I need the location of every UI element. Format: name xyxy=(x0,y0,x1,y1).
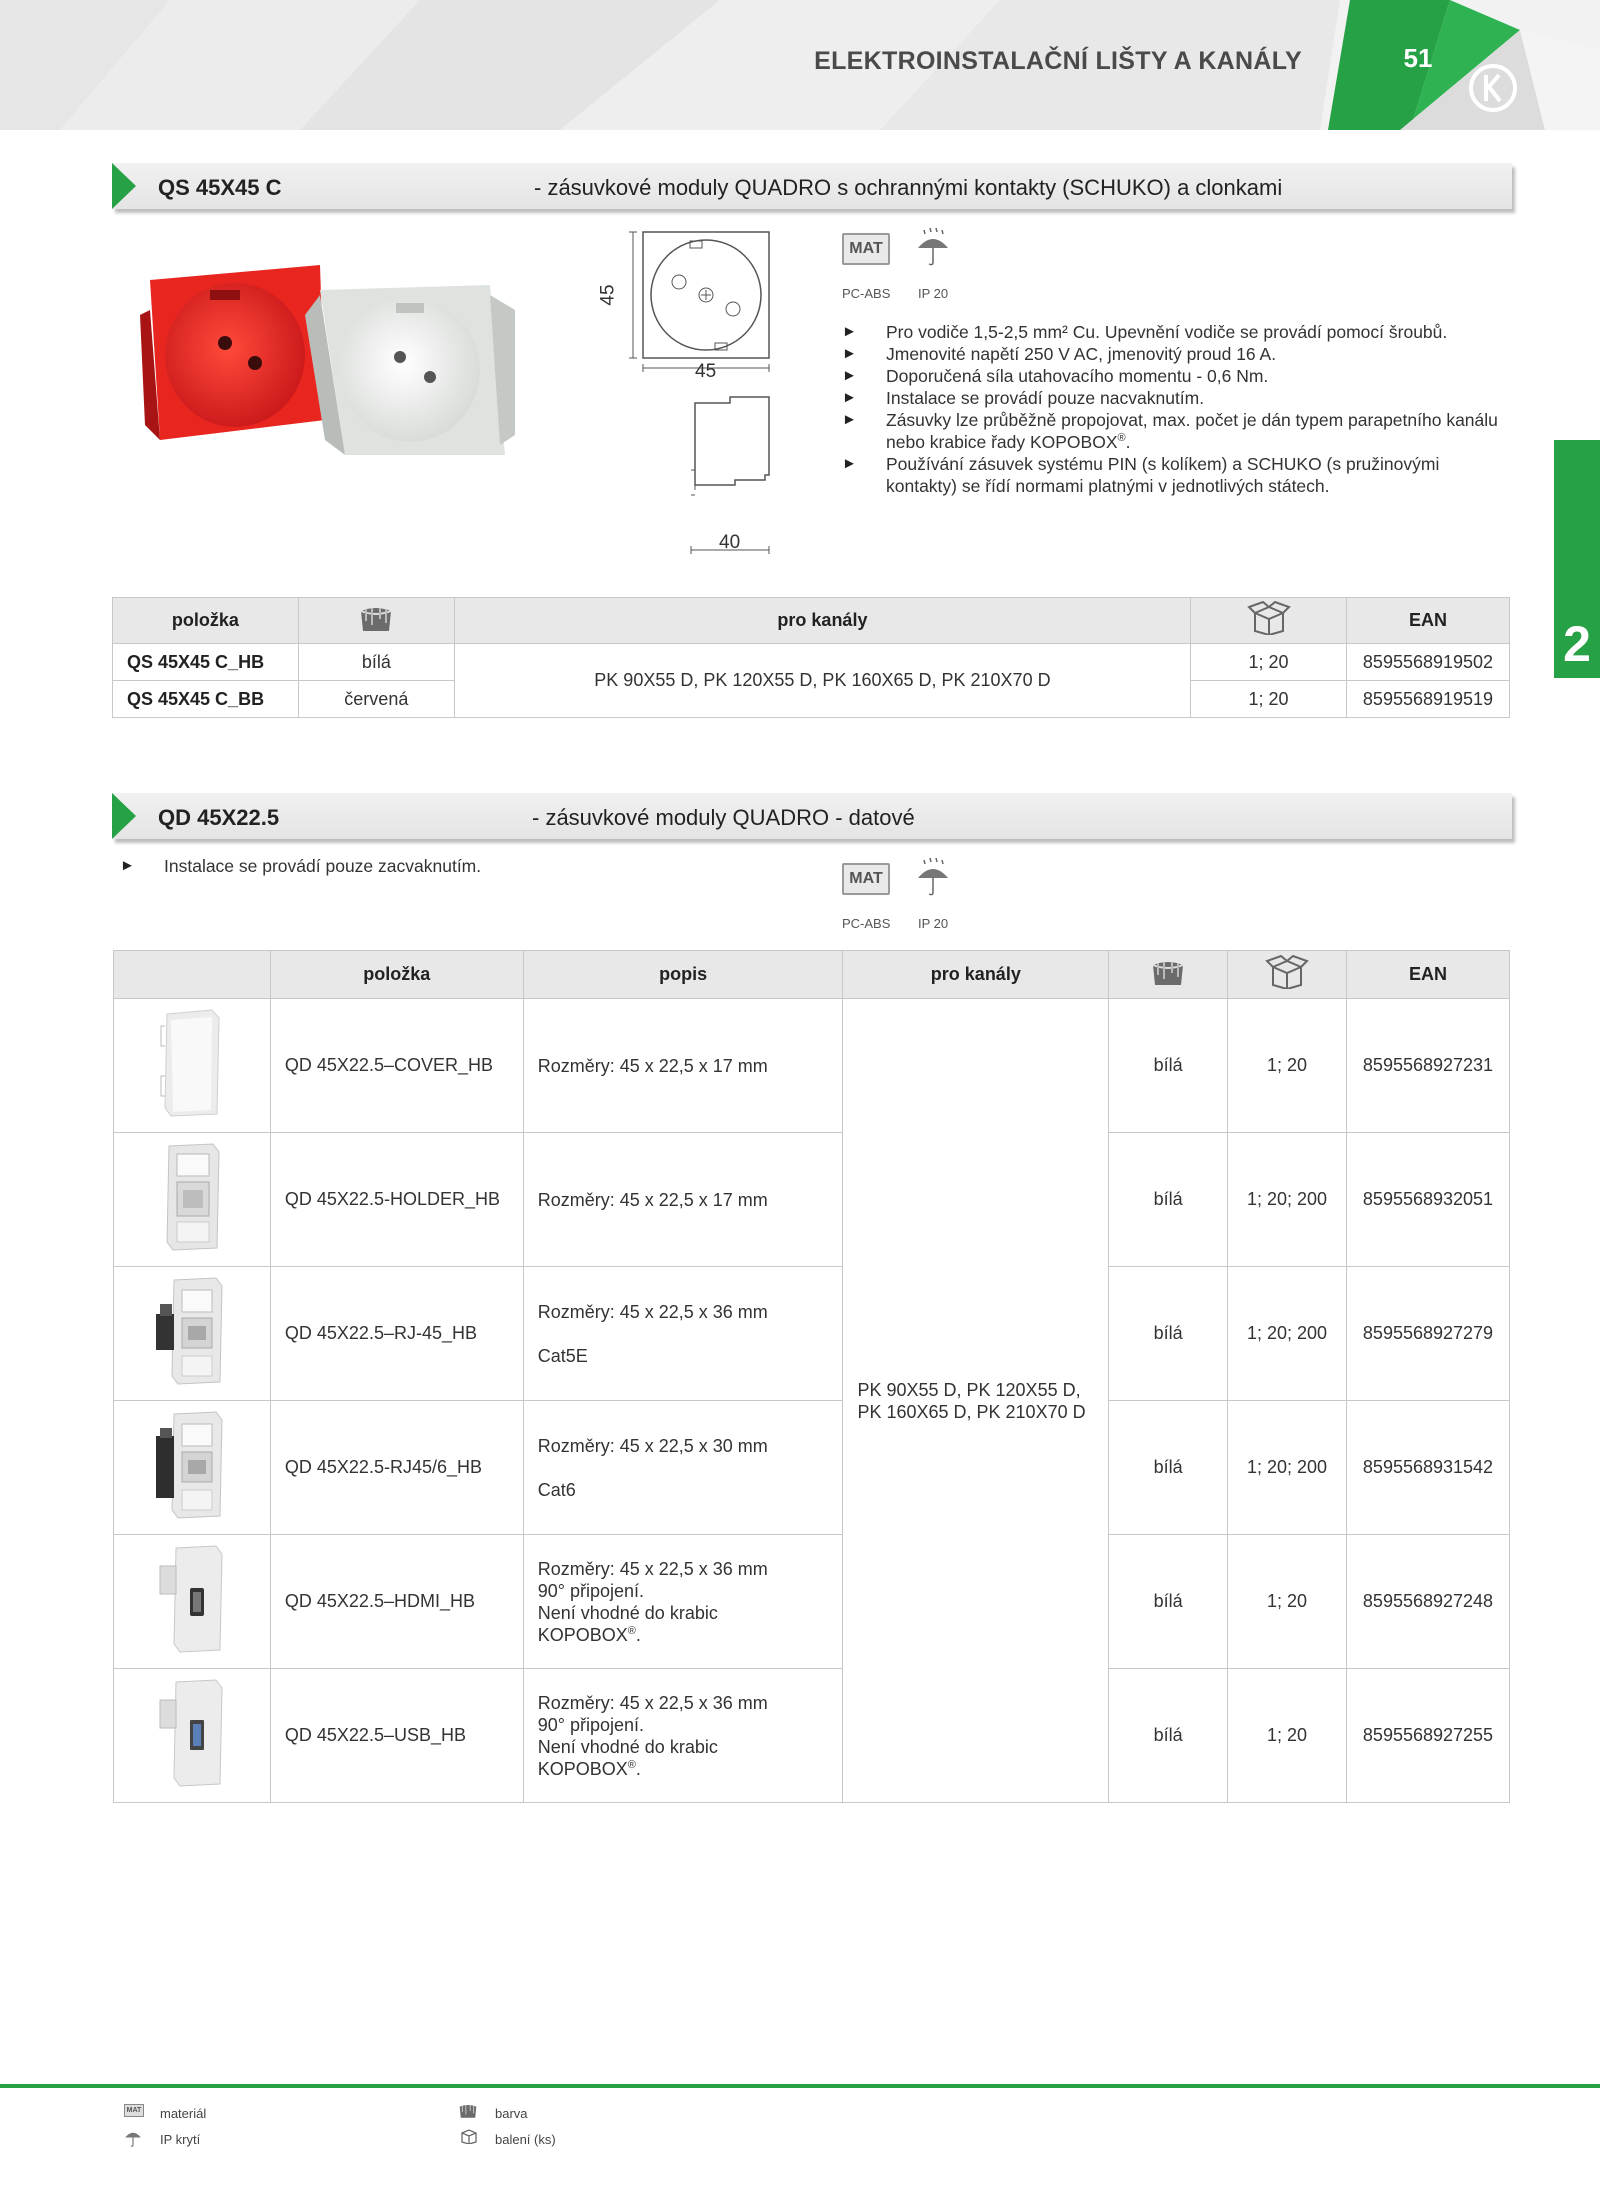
col-header-pack xyxy=(1191,598,1347,644)
desc-end: . xyxy=(635,1624,641,1645)
legend-label: materiál xyxy=(160,2106,207,2121)
cover-module-icon xyxy=(157,1006,227,1121)
rj45-module-icon xyxy=(152,1274,232,1389)
trademark: ® xyxy=(1117,432,1126,445)
col-header-pack xyxy=(1228,951,1347,999)
item-desc: Rozměry: 45 x 22,5 x 17 mm xyxy=(523,999,843,1133)
legend-package-icon xyxy=(458,2127,480,2144)
bullet-item: ► Instalace se provádí pouze nacvaknutím. xyxy=(842,387,1502,409)
item-code: QD 45X22.5–USB_HB xyxy=(270,1669,523,1803)
item-pack: 1; 20 xyxy=(1228,1669,1347,1803)
item-ean: 8595568927231 xyxy=(1347,999,1510,1133)
color-icon xyxy=(358,603,394,633)
holder-module-icon xyxy=(157,1140,227,1255)
chapter-number: 2 xyxy=(1563,616,1591,672)
product-image xyxy=(114,1669,271,1803)
header-title: ELEKTROINSTALAČNÍ LIŠTY A KANÁLY xyxy=(814,47,1302,75)
table-row xyxy=(113,644,1510,681)
col-header-ean: EAN xyxy=(1347,951,1510,999)
item-color: bílá xyxy=(1109,1267,1228,1401)
schuko-socket-photo xyxy=(130,255,530,465)
section2-title-bar xyxy=(112,793,1512,843)
bullet-item: ► Jmenovité napětí 250 V AC, jmenovitý proud 16 A. xyxy=(842,343,1502,365)
item-pack: 1; 20 xyxy=(1191,644,1347,681)
item-code: QD 45X22.5–HDMI_HB xyxy=(270,1535,523,1669)
item-color: bílá xyxy=(1109,999,1228,1133)
table-row xyxy=(114,1669,1510,1803)
item-desc: Rozměry: 45 x 22,5 x 17 mm xyxy=(523,1133,843,1267)
package-icon xyxy=(1247,601,1291,635)
item-pack: 1; 20 xyxy=(1228,1535,1347,1669)
section-arrow-icon xyxy=(112,793,136,839)
dimension-drawing xyxy=(595,225,795,560)
item-pack: 1; 20; 200 xyxy=(1228,1133,1347,1267)
col-header-image xyxy=(114,951,271,999)
package-icon xyxy=(1265,955,1309,989)
trademark: ® xyxy=(627,1624,636,1637)
product-image xyxy=(114,1401,271,1535)
bullet-end: . xyxy=(1125,432,1131,452)
item-color: bílá xyxy=(1109,1535,1228,1669)
dim-depth-label: 40 xyxy=(719,532,741,553)
mat-value: PC-ABS xyxy=(842,286,891,301)
item-pack: 1; 20 xyxy=(1228,999,1347,1133)
legend-label: barva xyxy=(495,2106,528,2121)
item-code: QD 45X22.5-HOLDER_HB xyxy=(270,1133,523,1267)
page-number: 51 xyxy=(1403,43,1433,73)
legend-ip-icon xyxy=(124,2126,142,2148)
item-desc-text: Rozměry: 45 x 22,5 x 36 mm 90° připojení. Není vhodné do krabic KOPOBOX xyxy=(537,1692,768,1779)
item-color: bílá xyxy=(1109,1133,1228,1267)
item-desc xyxy=(523,1535,843,1669)
hdmi-module-icon xyxy=(152,1542,232,1657)
section2-bullet-list xyxy=(120,855,820,877)
product-image xyxy=(114,1535,271,1669)
item-ean: 8595568932051 xyxy=(1347,1133,1510,1267)
item-ean: 8595568931542 xyxy=(1347,1401,1510,1535)
item-code: QD 45X22.5–RJ-45_HB xyxy=(270,1267,523,1401)
legend-mat-icon: MAT xyxy=(124,2104,144,2117)
col-header-channels: pro kanály xyxy=(454,598,1190,644)
item-channels: PK 90X55 D, PK 120X55 D, PK 160X65 D, PK 210X70 D xyxy=(454,644,1190,718)
col-header-channels: pro kanály xyxy=(843,951,1109,999)
col-header-color xyxy=(298,598,454,644)
ip-rating-icon xyxy=(916,226,950,268)
bullet-item: ► Doporučená síla utahovacího momentu - 0,6 Nm. xyxy=(842,365,1502,387)
item-color: bílá xyxy=(1109,1669,1228,1803)
bullet-text: Zásuvky lze průběžně propojovat, max. počet je dán typem parapetního kanálu nebo krabice řady KOPOBOX xyxy=(886,410,1498,452)
col-header-desc: popis xyxy=(523,951,843,999)
section2-code: QD 45X22.5 xyxy=(158,805,280,830)
kopos-logo-icon xyxy=(1467,62,1519,114)
section1-bullet-list xyxy=(842,321,1502,497)
table-row xyxy=(114,1133,1510,1267)
item-code: QS 45X45 C_BB xyxy=(113,681,299,718)
col-header-item: položka xyxy=(270,951,523,999)
bullet-item: ► Používání zásuvek systému PIN (s kolíkem) a SCHUKO (s pružinovými kontakty) se řídí normami platnými v jednotlivých státech. xyxy=(842,453,1502,497)
item-channels: PK 90X55 D, PK 120X55 D, PK 160X65 D, PK 210X70 D xyxy=(843,999,1109,1803)
item-ean: 8595568927248 xyxy=(1347,1535,1510,1669)
item-desc xyxy=(523,1669,843,1803)
table-row xyxy=(114,1401,1510,1535)
section1-code: QS 45X45 C xyxy=(158,175,282,200)
item-desc: Rozměry: 45 x 22,5 x 36 mm Cat5E xyxy=(523,1267,843,1401)
trademark: ® xyxy=(627,1758,636,1771)
bullet-item xyxy=(842,409,1502,453)
section1-title-bar xyxy=(112,163,1512,213)
ip-value: IP 20 xyxy=(918,286,949,301)
rj45-cat6-module-icon xyxy=(152,1408,232,1523)
table-row xyxy=(114,999,1510,1133)
table-row xyxy=(114,1267,1510,1401)
item-pack: 1; 20; 200 xyxy=(1228,1401,1347,1535)
item-ean: 8595568919519 xyxy=(1347,681,1510,718)
legend-color-icon xyxy=(458,2102,478,2119)
item-ean: 8595568927279 xyxy=(1347,1267,1510,1401)
item-code: QS 45X45 C_HB xyxy=(113,644,299,681)
item-color: bílá xyxy=(1109,1401,1228,1535)
item-ean: 8595568919502 xyxy=(1347,644,1510,681)
col-header-color xyxy=(1109,951,1228,999)
table-row xyxy=(114,1535,1510,1669)
item-code: QD 45X22.5–COVER_HB xyxy=(270,999,523,1133)
mat-value: PC-ABS xyxy=(842,916,891,931)
mat-icon: MAT xyxy=(842,233,890,265)
col-header-ean: EAN xyxy=(1347,598,1510,644)
item-color: bílá xyxy=(298,644,454,681)
section-arrow-icon xyxy=(112,163,136,209)
legend-label: IP krytí xyxy=(160,2132,201,2147)
col-header-item: položka xyxy=(113,598,299,644)
item-desc: Rozměry: 45 x 22,5 x 30 mm Cat6 xyxy=(523,1401,843,1535)
item-pack: 1; 20 xyxy=(1191,681,1347,718)
item-pack: 1; 20; 200 xyxy=(1228,1267,1347,1401)
bullet-item: ► Pro vodiče 1,5-2,5 mm² Cu. Upevnění vodiče se provádí pomocí šroubů. xyxy=(842,321,1502,343)
item-code: QD 45X22.5-RJ45/6_HB xyxy=(270,1401,523,1535)
item-color: červená xyxy=(298,681,454,718)
footer-line xyxy=(0,2084,1600,2088)
section1-table xyxy=(112,597,1510,718)
bullet-item: ► Instalace se provádí pouze zacvaknutím. xyxy=(120,855,820,877)
product-image xyxy=(114,1133,271,1267)
usb-module-icon xyxy=(152,1676,232,1791)
header-background xyxy=(0,0,1600,130)
ip-rating-icon xyxy=(916,856,950,898)
section2-table xyxy=(113,950,1510,1803)
mat-icon: MAT xyxy=(842,863,890,895)
dim-width-label: 45 xyxy=(695,361,717,382)
dim-height-label: 45 xyxy=(597,284,619,306)
section2-description: - zásuvkové moduly QUADRO - datové xyxy=(532,805,915,830)
section1-description: - zásuvkové moduly QUADRO s ochrannými kontakty (SCHUKO) a clonkami xyxy=(534,175,1283,200)
color-icon xyxy=(1150,957,1186,987)
product-image xyxy=(114,999,271,1133)
item-desc-text: Rozměry: 45 x 22,5 x 36 mm 90° připojení. Není vhodné do krabic KOPOBOX xyxy=(537,1558,768,1645)
desc-end: . xyxy=(635,1758,641,1779)
ip-value: IP 20 xyxy=(918,916,949,931)
item-ean: 8595568927255 xyxy=(1347,1669,1510,1803)
legend-label: balení (ks) xyxy=(495,2132,556,2147)
product-image xyxy=(114,1267,271,1401)
